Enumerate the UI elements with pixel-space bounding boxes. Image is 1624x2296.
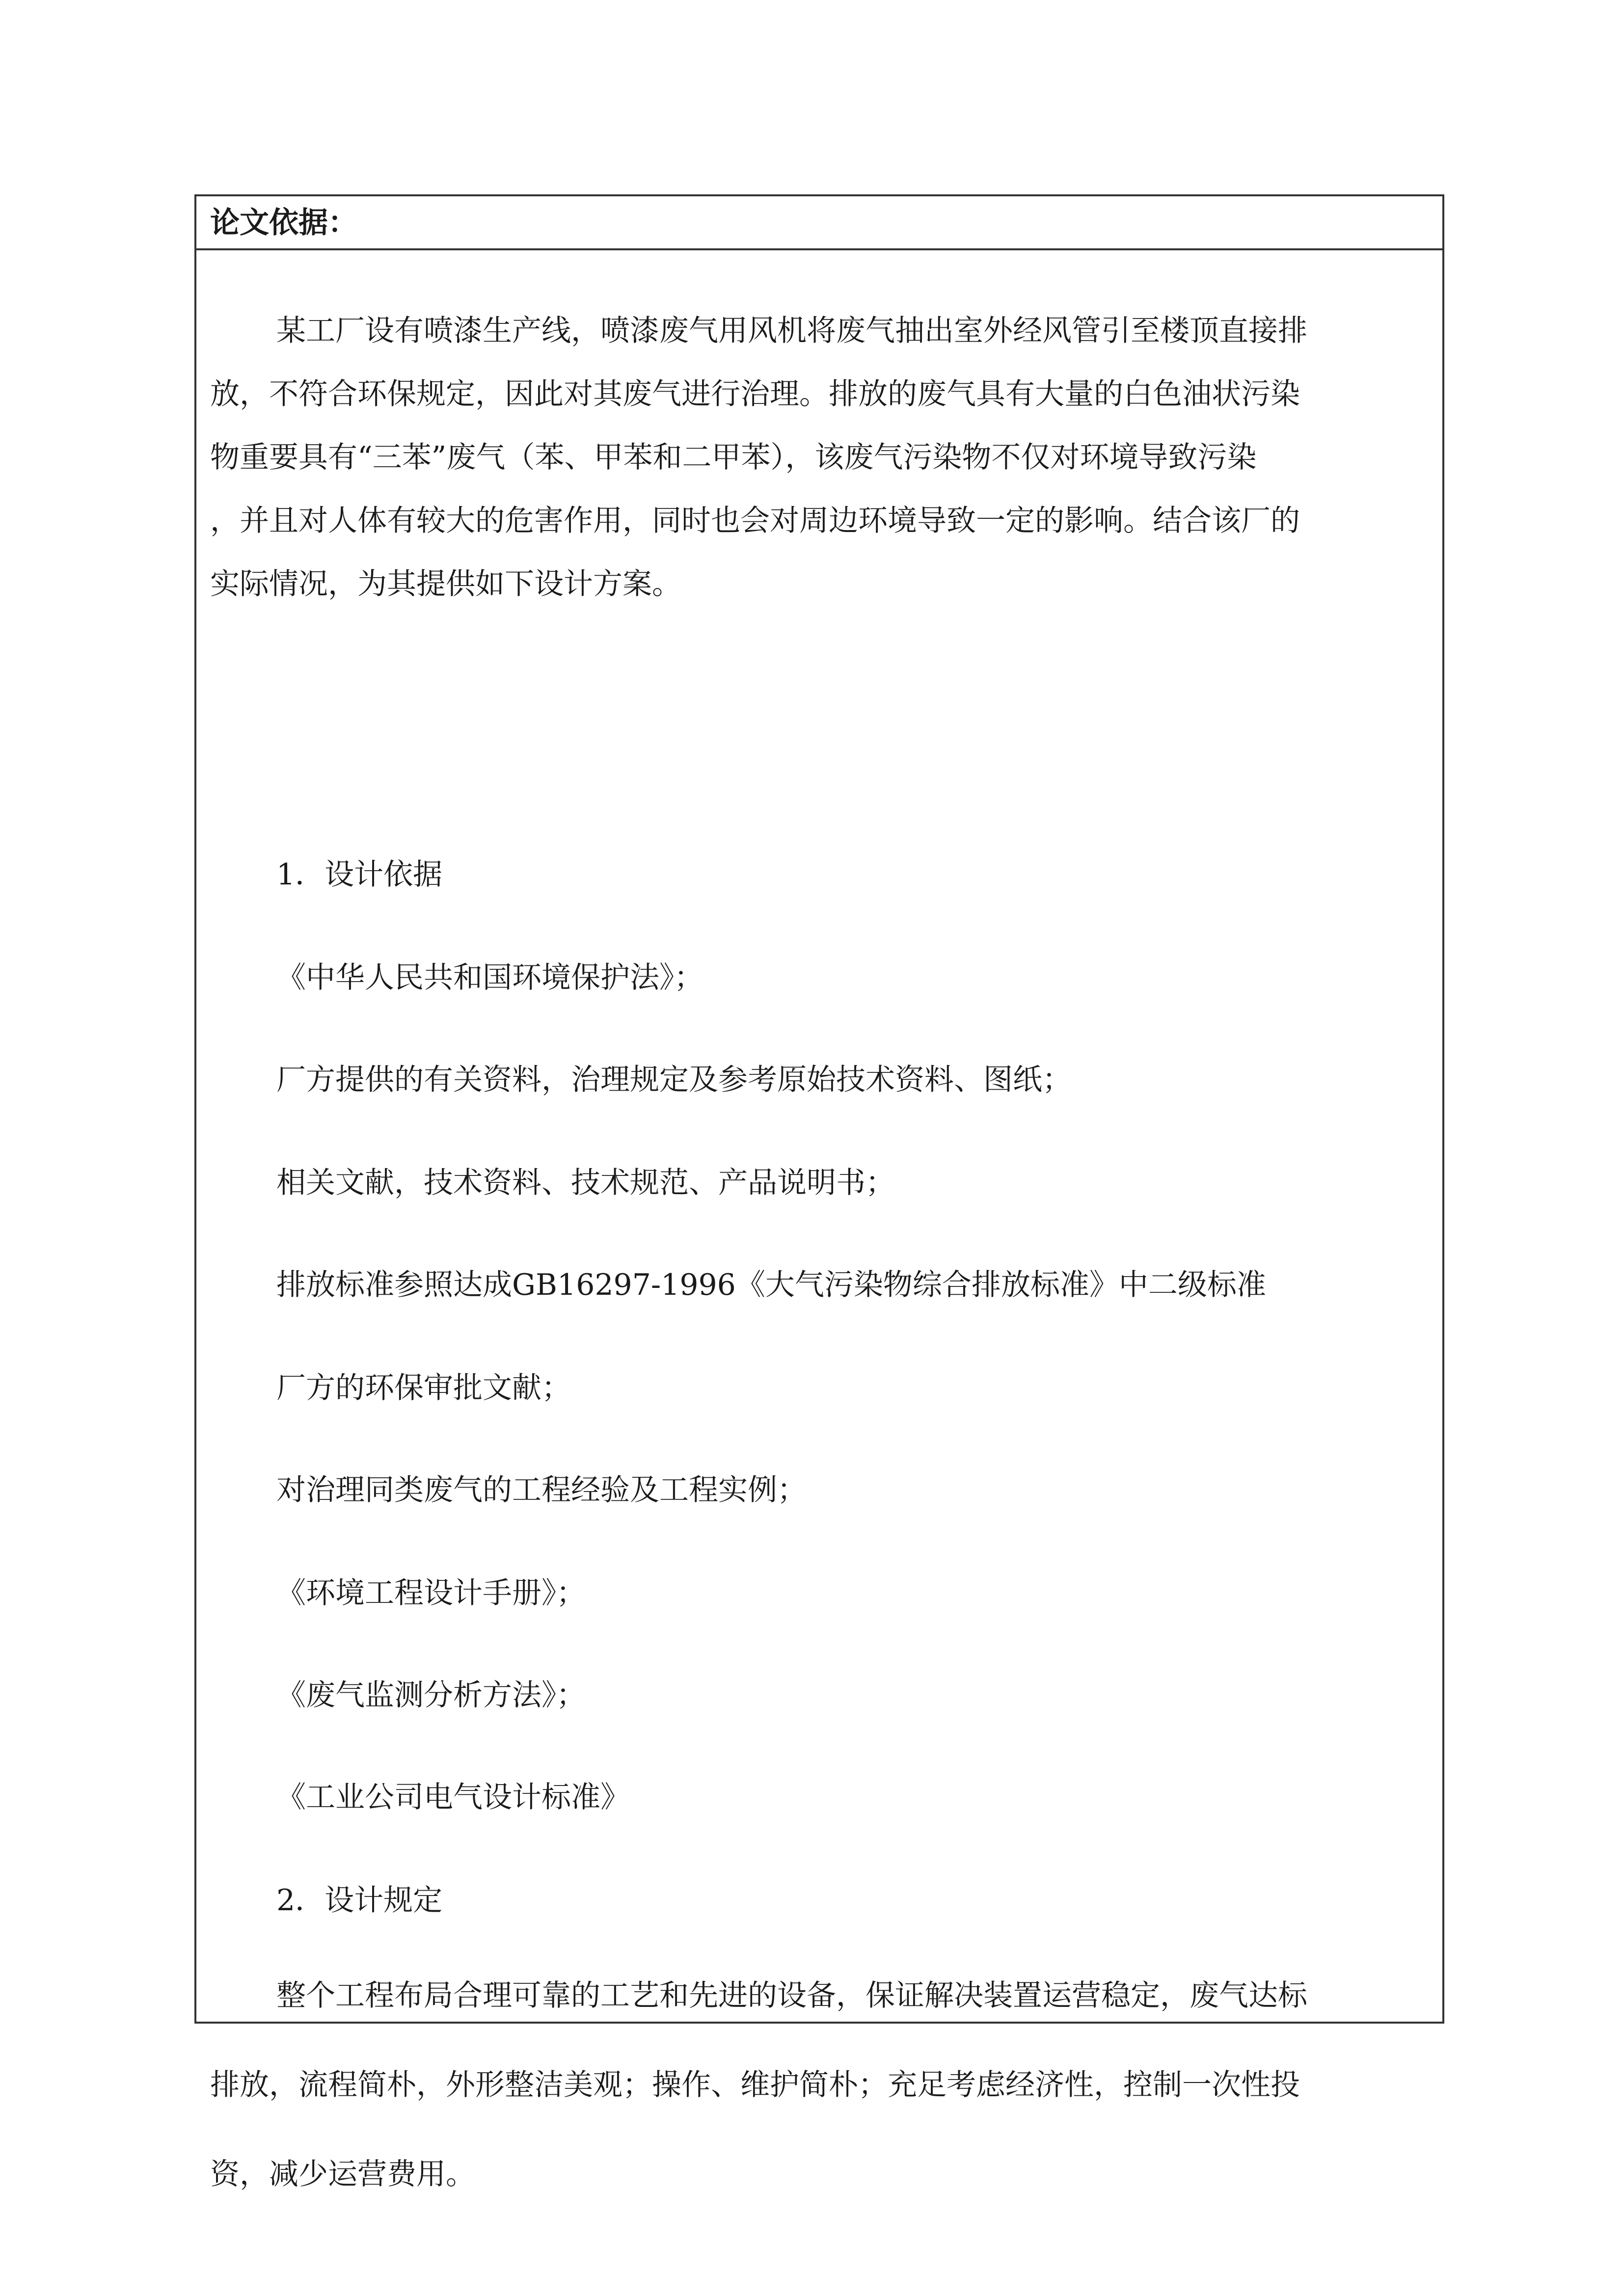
basis-item: 对治理同类废气的工程经验及工程实例； <box>276 1473 807 1507</box>
basis-item: 《工业公司电气设计标准》 <box>276 1780 630 1815</box>
intro-line: 实际情况，为其提供如下设计方案。 <box>210 567 681 601</box>
basis-item: 相关文献，技术资料、技术规范、产品说明书； <box>276 1166 895 1200</box>
intro-line: 放，不符合环保规定，因此对其废气进行治理。排放的废气具有大量的白色油状污染 <box>210 377 1300 411</box>
header-row <box>196 196 1442 250</box>
requirements-paragraph <box>210 1951 1423 2219</box>
document-frame <box>194 194 1444 2191</box>
section-title: 论文依据： <box>210 206 357 240</box>
intro-line: ，并且对人体有较大的危害作用，同时也会对周边环境导致一定的影响。结合该厂的 <box>210 504 1300 538</box>
basis-item: 厂方的环保审批文献； <box>276 1371 571 1405</box>
section1-heading: 1．设计依据 <box>276 857 443 892</box>
intro-line: 物重要具有“三苯”废气（苯、甲苯和二甲苯），该废气污染物不仅对环境导致污染 <box>210 440 1257 475</box>
intro-paragraph <box>210 299 1423 616</box>
basis-item: 排放标准参照达成GB16297-1996《大气污染物综合排放标准》中二级标准 <box>276 1268 1266 1302</box>
intro-line: 某工厂设有喷漆生产线，喷漆废气用风机将废气抽出室外经风管引至楼顶直接排 <box>276 314 1307 348</box>
section2-heading: 2．设计规定 <box>276 1883 443 1918</box>
basis-item: 《环境工程设计手册》； <box>276 1576 586 1610</box>
requirements-line: 资，减少运营费用。 <box>210 2157 475 2191</box>
basis-item: 《中华人民共和国环境保护法》； <box>276 961 704 995</box>
basis-item: 《废气监测分析方法》； <box>276 1678 586 1712</box>
requirements-line: 排放，流程简朴，外形整洁美观；操作、维护简朴；充足考虑经济性，控制一次性投 <box>210 2068 1300 2102</box>
requirements-line: 整个工程布局合理可靠的工艺和先进的设备，保证解决装置运营稳定，废气达标 <box>276 1978 1307 2013</box>
basis-item: 厂方提供的有关资料，治理规定及参考原始技术资料、图纸； <box>276 1063 1072 1097</box>
